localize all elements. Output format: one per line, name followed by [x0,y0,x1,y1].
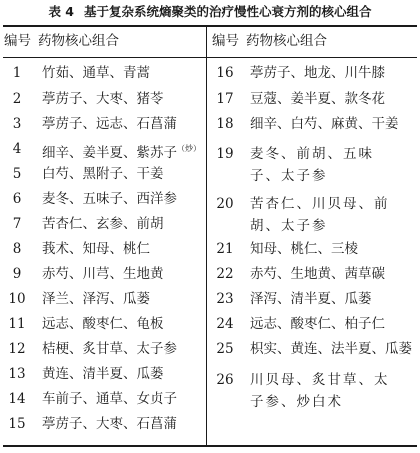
row-id: 25 [216,341,234,357]
row-id: 10 [8,291,26,307]
header-combo: 药物核心组合 [38,33,119,49]
row-id: 11 [8,316,26,332]
row-id: 20 [216,196,234,212]
row-id: 4 [12,141,22,157]
combo-text: 葶苈子、大枣、石菖蒲 [42,416,177,432]
row-combo [250,338,412,360]
row-id: 26 [216,372,234,388]
combo-text: 竹茹、通草、青蒿 [42,65,150,81]
table-caption [0,4,420,20]
row-id: 8 [12,241,22,257]
combo-text: 黄连、清半夏、瓜蒌 [42,366,164,382]
row-id: 23 [216,291,234,307]
row-combo [42,62,150,84]
row-id: 13 [8,366,26,382]
combo-text: 豆蔻、姜半夏、款冬花 [250,91,385,107]
combo-text: 葶苈子、远志、石菖蒲 [42,116,177,132]
row-combo [250,263,385,285]
combo-text: 莪术、知母、桃仁 [42,241,150,257]
row-id: 21 [216,241,234,257]
row-id: 2 [12,91,22,107]
column-divider [206,26,207,446]
row-id: 12 [8,341,26,357]
header-id: 编号 [212,33,239,49]
bottom-rule [3,445,417,447]
row-id: 7 [12,216,22,232]
row-combo [42,313,164,335]
combo-text: 桔梗、炙甘草、太子参 [42,341,177,357]
combo-text: 川贝母、炙甘草、太子参、炒白术 [250,372,390,410]
left-header [4,30,119,52]
row-combo [250,113,399,135]
header-id: 编号 [4,33,31,49]
row-combo [250,288,372,310]
header-combo: 药物核心组合 [246,33,327,49]
header-rule [3,57,417,58]
combo-text: 葶苈子、大枣、猪苓 [42,91,164,107]
combo-text: 麦冬、前胡、五味子、太子参 [250,146,374,184]
row-id: 24 [216,316,234,332]
combo-text: 车前子、通草、女贞子 [42,391,177,407]
table-number: 表 4 [48,4,75,19]
row-combo [250,88,385,110]
row-id: 1 [12,65,22,81]
row-combo [42,238,150,260]
row-id: 3 [12,116,22,132]
combo-text: 知母、桃仁、三棱 [250,241,358,257]
row-id: 19 [216,146,234,162]
row-combo [250,238,358,260]
table-title: 基于复杂系统熵聚类的治疗慢性心衰方剂的核心组合 [84,4,372,19]
combo-text: 细辛、白芍、麻黄、干姜 [250,116,399,132]
row-combo [250,313,385,335]
row-combo [250,62,385,84]
row-combo [42,88,164,110]
row-combo [42,188,177,210]
top-rule [3,25,417,27]
combo-text: 细辛、姜半夏、紫苏子 [42,145,177,161]
combo-text: 泽泻、清半夏、瓜蒌 [250,291,372,307]
combo-text: 白芍、黑附子、干姜 [42,166,164,182]
row-id: 14 [8,391,26,407]
row-combo [42,138,201,164]
row-combo [250,369,400,413]
combo-note: （炒） [177,144,201,153]
combo-text: 苦杏仁、玄参、前胡 [42,216,164,232]
combo-text: 枳实、黄连、法半夏、瓜蒌 [250,341,412,357]
row-combo [42,113,177,135]
combo-text: 远志、酸枣仁、柏子仁 [250,316,385,332]
row-combo [250,143,400,187]
combo-text: 远志、酸枣仁、龟板 [42,316,164,332]
row-id: 17 [216,91,234,107]
row-id: 6 [12,191,22,207]
row-id: 18 [216,116,234,132]
row-combo [42,338,177,360]
row-id: 9 [12,266,22,282]
combo-text: 葶苈子、地龙、川牛膝 [250,65,385,81]
row-combo [42,213,164,235]
row-id: 22 [216,266,234,282]
row-combo [42,363,164,385]
combo-text: 苦杏仁、川贝母、前胡、太子参 [250,196,390,234]
combo-text: 赤芍、生地黄、茜草碳 [250,266,385,282]
row-id: 5 [12,166,22,182]
row-combo [42,163,164,185]
row-combo [42,413,177,435]
row-id: 15 [8,416,26,432]
combo-text: 赤芍、川芎、生地黄 [42,266,164,282]
row-combo [42,263,164,285]
combo-text: 麦冬、五味子、西洋参 [42,191,177,207]
right-header [212,30,327,52]
row-combo [250,193,400,237]
row-combo [42,388,177,410]
combo-text: 泽兰、泽泻、瓜蒌 [42,291,150,307]
row-combo [42,288,150,310]
row-id: 16 [216,65,234,81]
